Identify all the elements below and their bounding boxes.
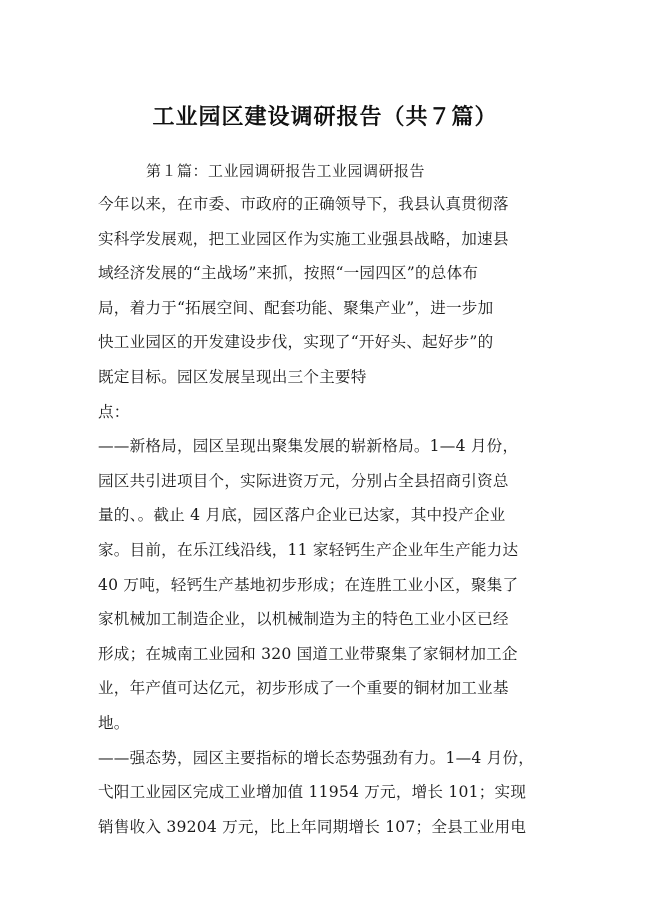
paragraph-line: 地。	[98, 713, 130, 732]
paragraph-line: 家机械加工制造企业，以机械制造为主的特色工业小区已经	[98, 610, 509, 629]
paragraph-line: 局，着力于“拓展空间、配套功能、聚集产业”，进一步加	[98, 298, 494, 317]
paragraph-line: ——新格局，园区呈现出聚集发展的崭新格局。1—4 月份，	[98, 437, 519, 456]
paragraph-line: 快工业园区的开发建设步伐，实现了“开好头、起好步”的	[98, 333, 494, 352]
paragraph-line: 实科学发展观，把工业园区作为实施工业强县战略，加速县	[98, 229, 509, 248]
paragraph-line: 40 万吨，轻钙生产基地初步形成；在连胜工业小区，聚集了	[98, 575, 519, 594]
document-title: 工业园区建设调研报告（共７篇）	[152, 105, 498, 130]
document-subtitle: 第１篇：工业园调研报告工业园调研报告	[146, 162, 426, 180]
paragraph-line: 今年以来，在市委、市政府的正确领导下，我县认真贯彻落	[98, 195, 509, 213]
paragraph-line: 销售收入 39204 万元，比上年同期增长 107；全县工业用电	[98, 817, 527, 836]
paragraph-line: 点：	[98, 402, 130, 421]
paragraph-line: 园区共引进项目个，实际进资万元，分别占全县招商引资总	[98, 471, 509, 490]
paragraph-line: 家。目前，在乐江线沿线，11 家轻钙生产企业年生产能力达	[98, 540, 519, 559]
paragraph-line: 弋阳工业园区完成工业增加值 11954 万元，增长 101；实现	[98, 783, 527, 802]
paragraph-line: 量的、。截止 4 月底，园区落户企业已达家，其中投产企业	[98, 506, 506, 525]
document-body	[98, 187, 558, 844]
paragraph-line: ——强态势，园区主要指标的增长态势强劲有力。1—4 月份，	[98, 748, 535, 767]
paragraph-line: 形成；在城南工业园和 320 国道工业带聚集了家铜材加工企	[98, 644, 518, 663]
paragraph-line: 业，年产值可达亿元，初步形成了一个重要的铜材加工业基	[98, 679, 509, 698]
paragraph-line: 域经济发展的“主战场”来抓，按照“一园四区”的总体布	[98, 264, 479, 283]
paragraph-line: 既定目标。园区发展呈现出三个主要特	[98, 367, 367, 386]
